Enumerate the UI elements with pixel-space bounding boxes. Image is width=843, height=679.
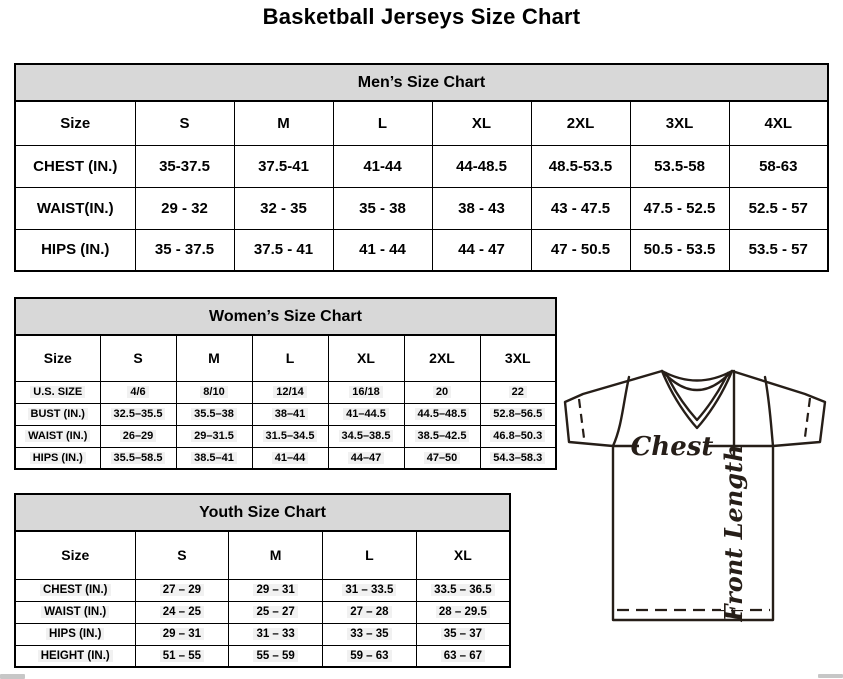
right-seam xyxy=(765,377,773,446)
size-cell: 29 – 31 xyxy=(229,579,323,601)
horizontal-scrollbar-thumb-right[interactable] xyxy=(818,674,843,678)
size-cell: 37.5-41 xyxy=(234,145,333,187)
col-header: Size xyxy=(15,531,135,579)
row-label: HIPS (IN.) xyxy=(15,623,135,645)
size-cell: 46.8–50.3 xyxy=(480,425,556,447)
col-header: 3XL xyxy=(480,335,556,381)
size-cell: 59 – 63 xyxy=(323,645,417,667)
col-header: XL xyxy=(432,101,531,145)
row-label: CHEST (IN.) xyxy=(15,145,135,187)
size-cell: 34.5–38.5 xyxy=(328,425,404,447)
size-cell: 35 – 37 xyxy=(416,623,510,645)
size-cell: 47–50 xyxy=(404,447,480,469)
size-cell: 41 - 44 xyxy=(333,229,432,271)
page-title: Basketball Jerseys Size Chart xyxy=(262,4,581,29)
womens-size-chart-table xyxy=(14,297,557,470)
size-cell: 41–44 xyxy=(252,447,328,469)
size-cell: 38 - 43 xyxy=(432,187,531,229)
col-header: Size xyxy=(15,335,100,381)
row-label: WAIST(IN.) xyxy=(15,187,135,229)
size-cell: 41–44.5 xyxy=(328,403,404,425)
right-cuff-dashed-line xyxy=(805,398,810,437)
size-cell: 51 – 55 xyxy=(135,645,229,667)
size-cell: 29 – 31 xyxy=(135,623,229,645)
col-header: S xyxy=(135,101,234,145)
size-cell: 35.5–58.5 xyxy=(100,447,176,469)
col-header: M xyxy=(176,335,252,381)
size-cell: 35 - 38 xyxy=(333,187,432,229)
size-cell: 38.5–41 xyxy=(176,447,252,469)
size-cell: 29 - 32 xyxy=(135,187,234,229)
youth-chart-title: Youth Size Chart xyxy=(15,494,510,531)
size-cell: 37.5 - 41 xyxy=(234,229,333,271)
table-row xyxy=(15,403,556,425)
size-cell: 27 – 29 xyxy=(135,579,229,601)
col-header: XL xyxy=(328,335,404,381)
size-cell: 38.5–42.5 xyxy=(404,425,480,447)
size-cell: 31 – 33 xyxy=(229,623,323,645)
size-cell: 47.5 - 52.5 xyxy=(630,187,729,229)
size-cell: 16/18 xyxy=(328,381,404,403)
jersey-outline xyxy=(565,371,825,620)
row-label: CHEST (IN.) xyxy=(15,579,135,601)
col-header: 2XL xyxy=(531,101,630,145)
col-header: M xyxy=(229,531,323,579)
size-cell: 44-48.5 xyxy=(432,145,531,187)
table-row xyxy=(15,447,556,469)
table-row xyxy=(15,145,828,187)
size-cell: 48.5-53.5 xyxy=(531,145,630,187)
mens-size-chart-table xyxy=(14,63,829,272)
col-header: L xyxy=(323,531,417,579)
size-cell: 33 – 35 xyxy=(323,623,417,645)
size-cell: 31 – 33.5 xyxy=(323,579,417,601)
col-header: Size xyxy=(15,101,135,145)
size-cell: 32 - 35 xyxy=(234,187,333,229)
size-cell: 35.5–38 xyxy=(176,403,252,425)
womens-chart-title: Women’s Size Chart xyxy=(15,298,556,335)
size-cell: 27 – 28 xyxy=(323,601,417,623)
row-label: U.S. SIZE xyxy=(15,381,100,403)
size-cell: 32.5–35.5 xyxy=(100,403,176,425)
left-cuff-dashed-line xyxy=(579,399,584,438)
size-cell: 47 - 50.5 xyxy=(531,229,630,271)
col-header: S xyxy=(100,335,176,381)
col-header: 4XL xyxy=(729,101,828,145)
size-cell: 53.5-58 xyxy=(630,145,729,187)
row-label: HIPS (IN.) xyxy=(15,229,135,271)
horizontal-scrollbar-thumb-left[interactable] xyxy=(0,674,25,679)
size-cell: 52.5 - 57 xyxy=(729,187,828,229)
size-cell: 44.5–48.5 xyxy=(404,403,480,425)
size-cell: 55 – 59 xyxy=(229,645,323,667)
size-cell: 63 – 67 xyxy=(416,645,510,667)
col-header: L xyxy=(252,335,328,381)
size-cell: 44 - 47 xyxy=(432,229,531,271)
youth-size-chart-table xyxy=(14,493,511,668)
size-cell: 29–31.5 xyxy=(176,425,252,447)
size-cell: 25 – 27 xyxy=(229,601,323,623)
col-header: S xyxy=(135,531,229,579)
size-cell: 41-44 xyxy=(333,145,432,187)
size-cell: 8/10 xyxy=(176,381,252,403)
table-row xyxy=(15,381,556,403)
size-cell: 58-63 xyxy=(729,145,828,187)
table-row xyxy=(15,601,510,623)
size-cell: 26–29 xyxy=(100,425,176,447)
row-label: WAIST (IN.) xyxy=(15,425,100,447)
size-cell: 38–41 xyxy=(252,403,328,425)
col-header: M xyxy=(234,101,333,145)
size-cell: 54.3–58.3 xyxy=(480,447,556,469)
collar-arc-outer xyxy=(662,371,732,381)
col-header: XL xyxy=(416,531,510,579)
chest-label: Chest xyxy=(630,432,714,462)
size-cell: 12/14 xyxy=(252,381,328,403)
table-row xyxy=(15,187,828,229)
size-cell: 43 - 47.5 xyxy=(531,187,630,229)
table-row xyxy=(15,579,510,601)
table-row xyxy=(15,645,510,667)
size-cell: 31.5–34.5 xyxy=(252,425,328,447)
front-length-label: Front Length xyxy=(719,444,748,622)
size-cell: 24 – 25 xyxy=(135,601,229,623)
row-label: WAIST (IN.) xyxy=(15,601,135,623)
row-label: HIPS (IN.) xyxy=(15,447,100,469)
size-cell: 22 xyxy=(480,381,556,403)
row-label: BUST (IN.) xyxy=(15,403,100,425)
size-cell: 4/6 xyxy=(100,381,176,403)
col-header: L xyxy=(333,101,432,145)
size-cell: 33.5 – 36.5 xyxy=(416,579,510,601)
size-cell: 20 xyxy=(404,381,480,403)
table-row xyxy=(15,425,556,447)
mens-chart-title: Men’s Size Chart xyxy=(15,64,828,101)
jersey-measurement-diagram xyxy=(553,362,843,664)
left-seam xyxy=(613,377,629,446)
size-cell: 28 – 29.5 xyxy=(416,601,510,623)
size-cell: 35 - 37.5 xyxy=(135,229,234,271)
table-row xyxy=(15,229,828,271)
size-cell: 52.8–56.5 xyxy=(480,403,556,425)
col-header: 3XL xyxy=(630,101,729,145)
table-row xyxy=(15,623,510,645)
size-cell: 44–47 xyxy=(328,447,404,469)
size-cell: 35-37.5 xyxy=(135,145,234,187)
col-header: 2XL xyxy=(404,335,480,381)
row-label: HEIGHT (IN.) xyxy=(15,645,135,667)
size-cell: 50.5 - 53.5 xyxy=(630,229,729,271)
size-cell: 53.5 - 57 xyxy=(729,229,828,271)
